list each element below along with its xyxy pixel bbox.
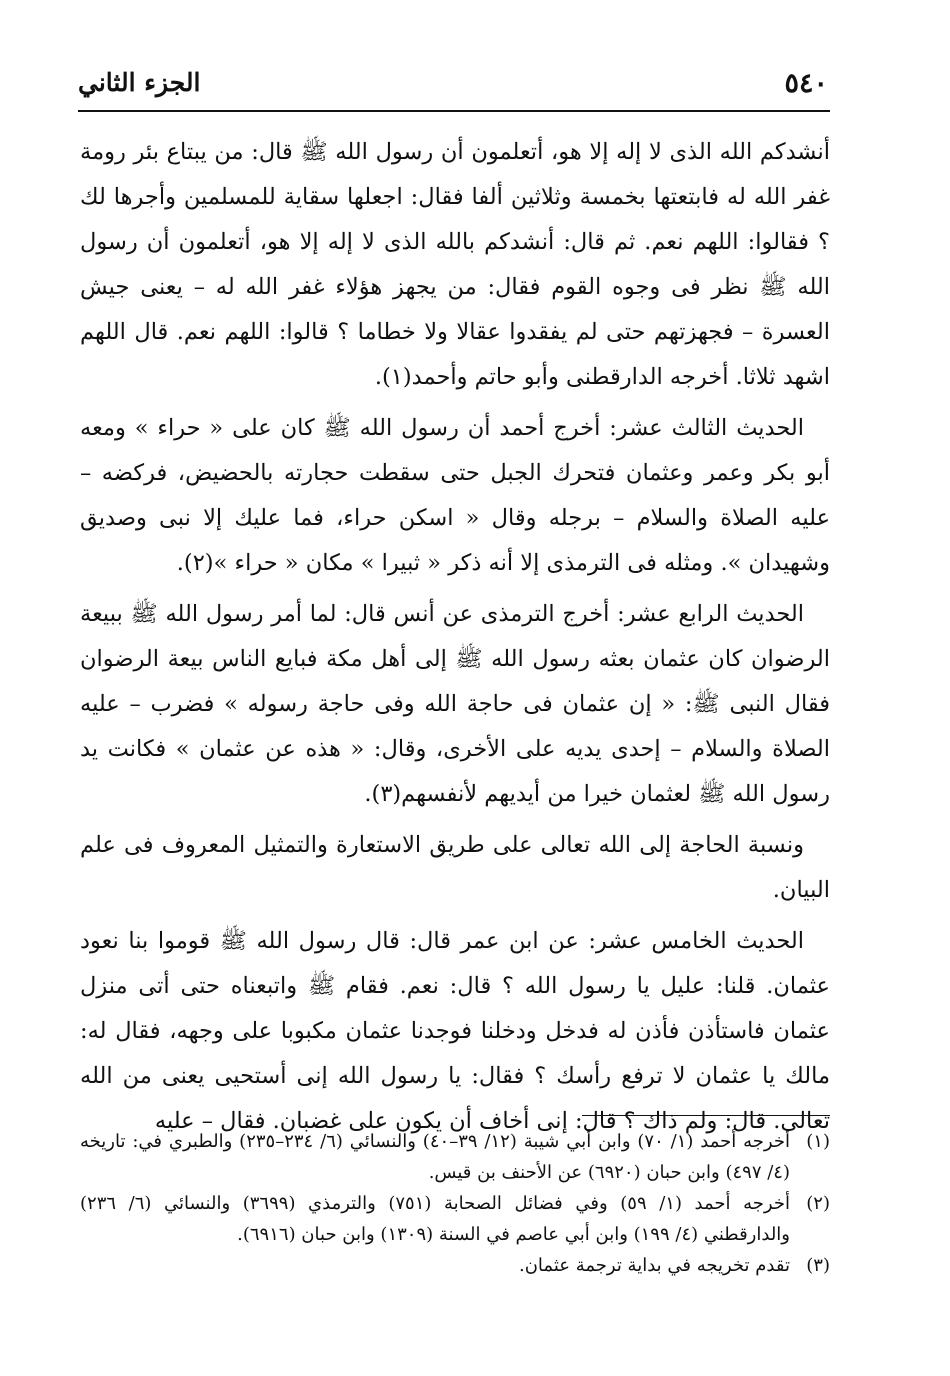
footnote-2 xyxy=(80,1188,830,1250)
page-number: ٥٤٠ xyxy=(784,68,828,99)
footnote-rule xyxy=(582,1115,830,1116)
footnote-1 xyxy=(80,1126,830,1188)
running-title: الجزء الثاني xyxy=(78,68,201,97)
footnote-number: (٢) xyxy=(806,1193,830,1214)
footnote-text: أخرجه أحمد (١/ ٥٩) وفي فضائل الصحابة (٧٥١) والترمذي (٣٦٩٩) والنسائي (٦/ ٢٣٦) والدارقطني (٤/ ١٩٩) وابن أبي عاصم في السنة (١٣٠٩) وابن حبان (٦٩١٦). xyxy=(80,1193,790,1245)
footnote-number: (١) xyxy=(806,1131,830,1152)
paragraph-3: الحديث الرابع عشر: أخرج الترمذى عن أنس قال: لما أمر رسول الله ﷺ ببيعة الرضوان كان عثمان بعثه رسول الله ﷺ إلى أهل مكة فبايع الناس بيعة الرضوان فقال النبى ﷺ: « إن عثمان فى حاجة الله وفى حاجة رسوله » فضرب – عليه الصلاة والسلام – إحدى يديه على الأخرى، وقال: « هذه عن عثمان » فكانت يد رسول الله ﷺ لعثمان خيرا من أيديهم لأنفسهم(٣). xyxy=(80,601,830,807)
paragraph-5: الحديث الخامس عشر: عن ابن عمر قال: قال رسول الله ﷺ قوموا بنا نعود عثمان. قلنا: عليل يا رسول الله ؟ قال: نعم. فقام ﷺ واتبعناه حتى أتى منزل عثمان فاستأذن فأذن له فدخل ودخلنا فوجدنا عثمان مكبوبا على وجهه، فقال له: مالك يا عثمان لا ترفع رأسك ؟ فقال: يا رسول الله إنى أستحيى يعنى من الله تعالى. قال: ولم ذاك ؟ قال: إنى أخاف أن يكون على غضبان. فقال – عليه xyxy=(80,928,830,1134)
footnote-text: تقدم تخريجه في بداية ترجمة عثمان. xyxy=(518,1255,790,1276)
paragraph-2: الحديث الثالث عشر: أخرج أحمد أن رسول الله ﷺ كان على « حراء » ومعه أبو بكر وعمر وعثمان فتحرك الجبل حتى سقطت حجارته بالحضيض، فركضه – عليه الصلاة والسلام – برجله وقال « اسكن حراء، فما عليك إلا نبى وصديق وشهيدان ». ومثله فى الترمذى إلا أنه ذكر « ثبيرا » مكان « حراء »(٢). xyxy=(80,415,830,576)
paragraph-4: ونسبة الحاجة إلى الله تعالى على طريق الاستعارة والتمثيل المعروف فى علم البيان. xyxy=(80,832,830,903)
footnote-text: أخرجه أحمد (١/ ٧٠) وابن أبي شيبة (١٢/ ٣٩–٤٠) والنسائي (٦/ ٢٣٤–٢٣٥) والطبري في: تاريخه (٤/ ٤٩٧) وابن حبان (٦٩٢٠) عن الأحنف بن قيس. xyxy=(80,1131,790,1183)
main-text xyxy=(80,130,830,1150)
header-rule xyxy=(78,110,830,112)
paragraph-1: أنشدكم الله الذى لا إله إلا هو، أتعلمون أن رسول الله ﷺ قال: من يبتاع بئر رومة غفر الله له فابتعتها بخمسة وثلاثين ألفا فقال: اجعلها سقاية للمسلمين وأجرها لك ؟ فقالوا: اللهم نعم. ثم قال: أنشدكم بالله الذى لا إله إلا هو، أتعلمون أن رسول الله ﷺ نظر فى وجوه القوم فقال: من يجهز هؤلاء غفر الله له – يعنى جيش العسرة – فجهزتهم حتى لم يفقدوا عقالا ولا خطاما ؟ قالوا: اللهم نعم. قال اللهم اشهد ثلاثا. أخرجه الدارقطنى وأبو حاتم وأحمد(١). xyxy=(80,139,830,390)
footnote-3 xyxy=(80,1250,830,1281)
footnotes xyxy=(80,1126,830,1281)
page-header xyxy=(78,64,828,104)
footnote-number: (٣) xyxy=(806,1255,830,1276)
